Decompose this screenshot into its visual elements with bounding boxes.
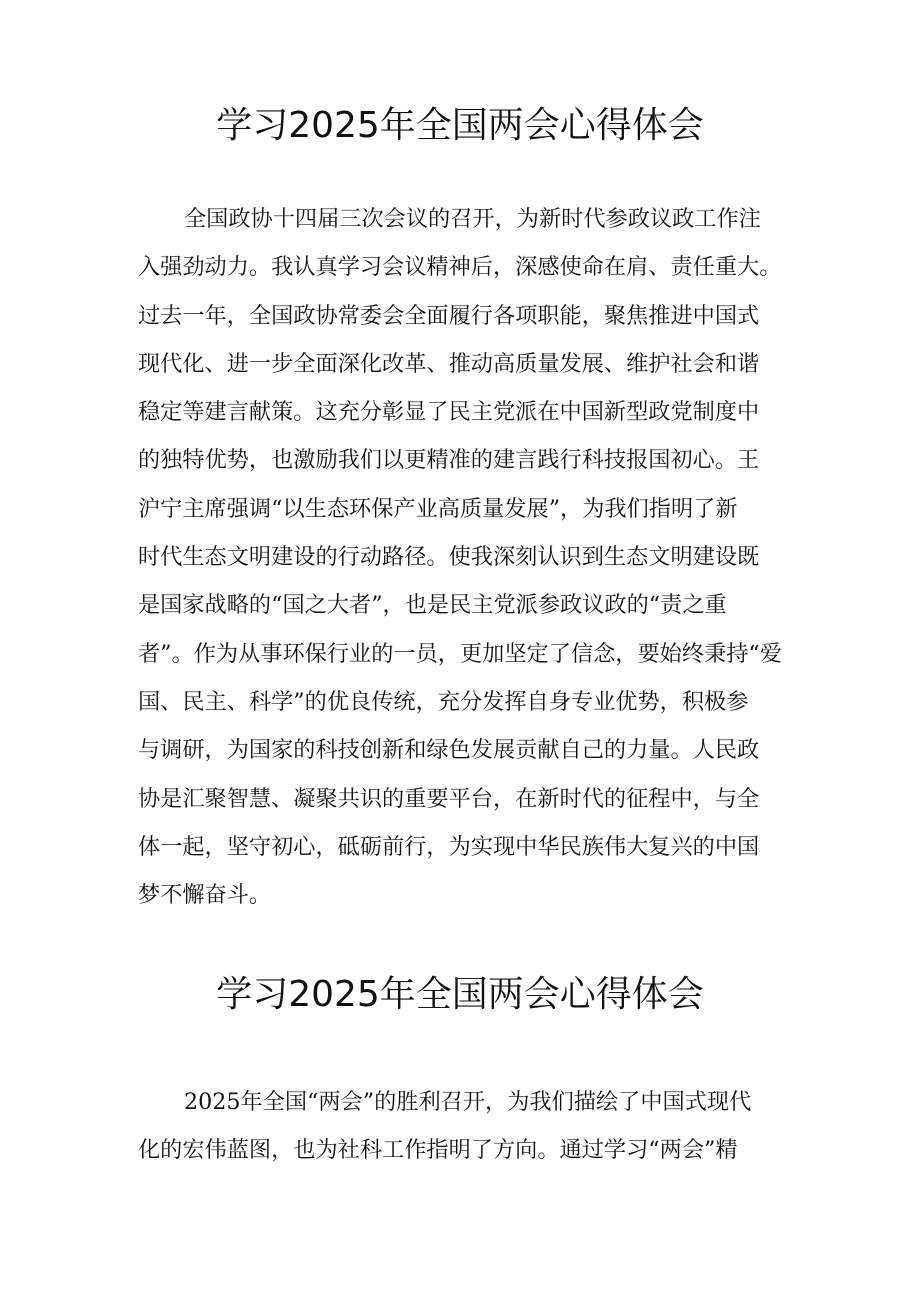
article-2-line: 2025年全国“两会”的胜利召开，为我们描绘了中国式现代 [184, 1089, 752, 1115]
article-2-line: 化的宏伟蓝图，也为社科工作指明了方向。通过学习“两会”精 [138, 1137, 738, 1164]
article-1-body [138, 195, 798, 919]
article-1-line: 沪宁主席强调“以生态环保产业高质量发展”，为我们指明了新 [138, 495, 738, 522]
article-1-line: 的独特优势，也激励我们以更精准的建言践行科技报国初心。王 [138, 447, 760, 474]
article-1-line: 者”。作为从事环保行业的一员，更加坚定了信念，要始终秉持“爱 [138, 640, 782, 667]
article-1-line: 梦不懈奋斗。 [138, 882, 272, 909]
article-1-line: 与调研，为国家的科技创新和绿色发展贡献自己的力量。人民政 [138, 737, 760, 764]
article-1-line: 全国政协十四届三次会议的召开，为新时代参政议政工作注 [184, 206, 761, 232]
article-1-line: 国、民主、科学”的优良传统，充分发挥自身专业优势，积极参 [138, 688, 749, 715]
article-1-title: 学习2025年全国两会心得体会 [216, 105, 704, 146]
article-1-line: 稳定等建言献策。这充分彰显了民主党派在中国新型政党制度中 [138, 399, 760, 426]
article-1-line: 是国家战略的“国之大者”，也是民主党派参政议政的“责之重 [138, 592, 727, 619]
article-1-line: 过去一年，全国政协常委会全面履行各项职能，聚焦推进中国式 [138, 302, 760, 329]
article-1-line: 协是汇聚智慧、凝聚共识的重要平台，在新时代的征程中，与全 [138, 785, 760, 812]
article-2-title: 学习2025年全国两会心得体会 [216, 974, 704, 1015]
article-1-line: 入强劲动力。我认真学习会议精神后，深感使命在肩、责任重大。 [138, 254, 782, 281]
article-1-line: 现代化、进一步全面深化改革、推动高质量发展、维护社会和谐 [138, 350, 760, 377]
article-1-line: 时代生态文明建设的行动路径。使我深刻认识到生态文明建设既 [138, 544, 760, 571]
article-1-line: 体一起，坚守初心，砥砺前行，为实现中华民族伟大复兴的中国 [138, 833, 760, 860]
article-2-body [138, 1078, 798, 1175]
